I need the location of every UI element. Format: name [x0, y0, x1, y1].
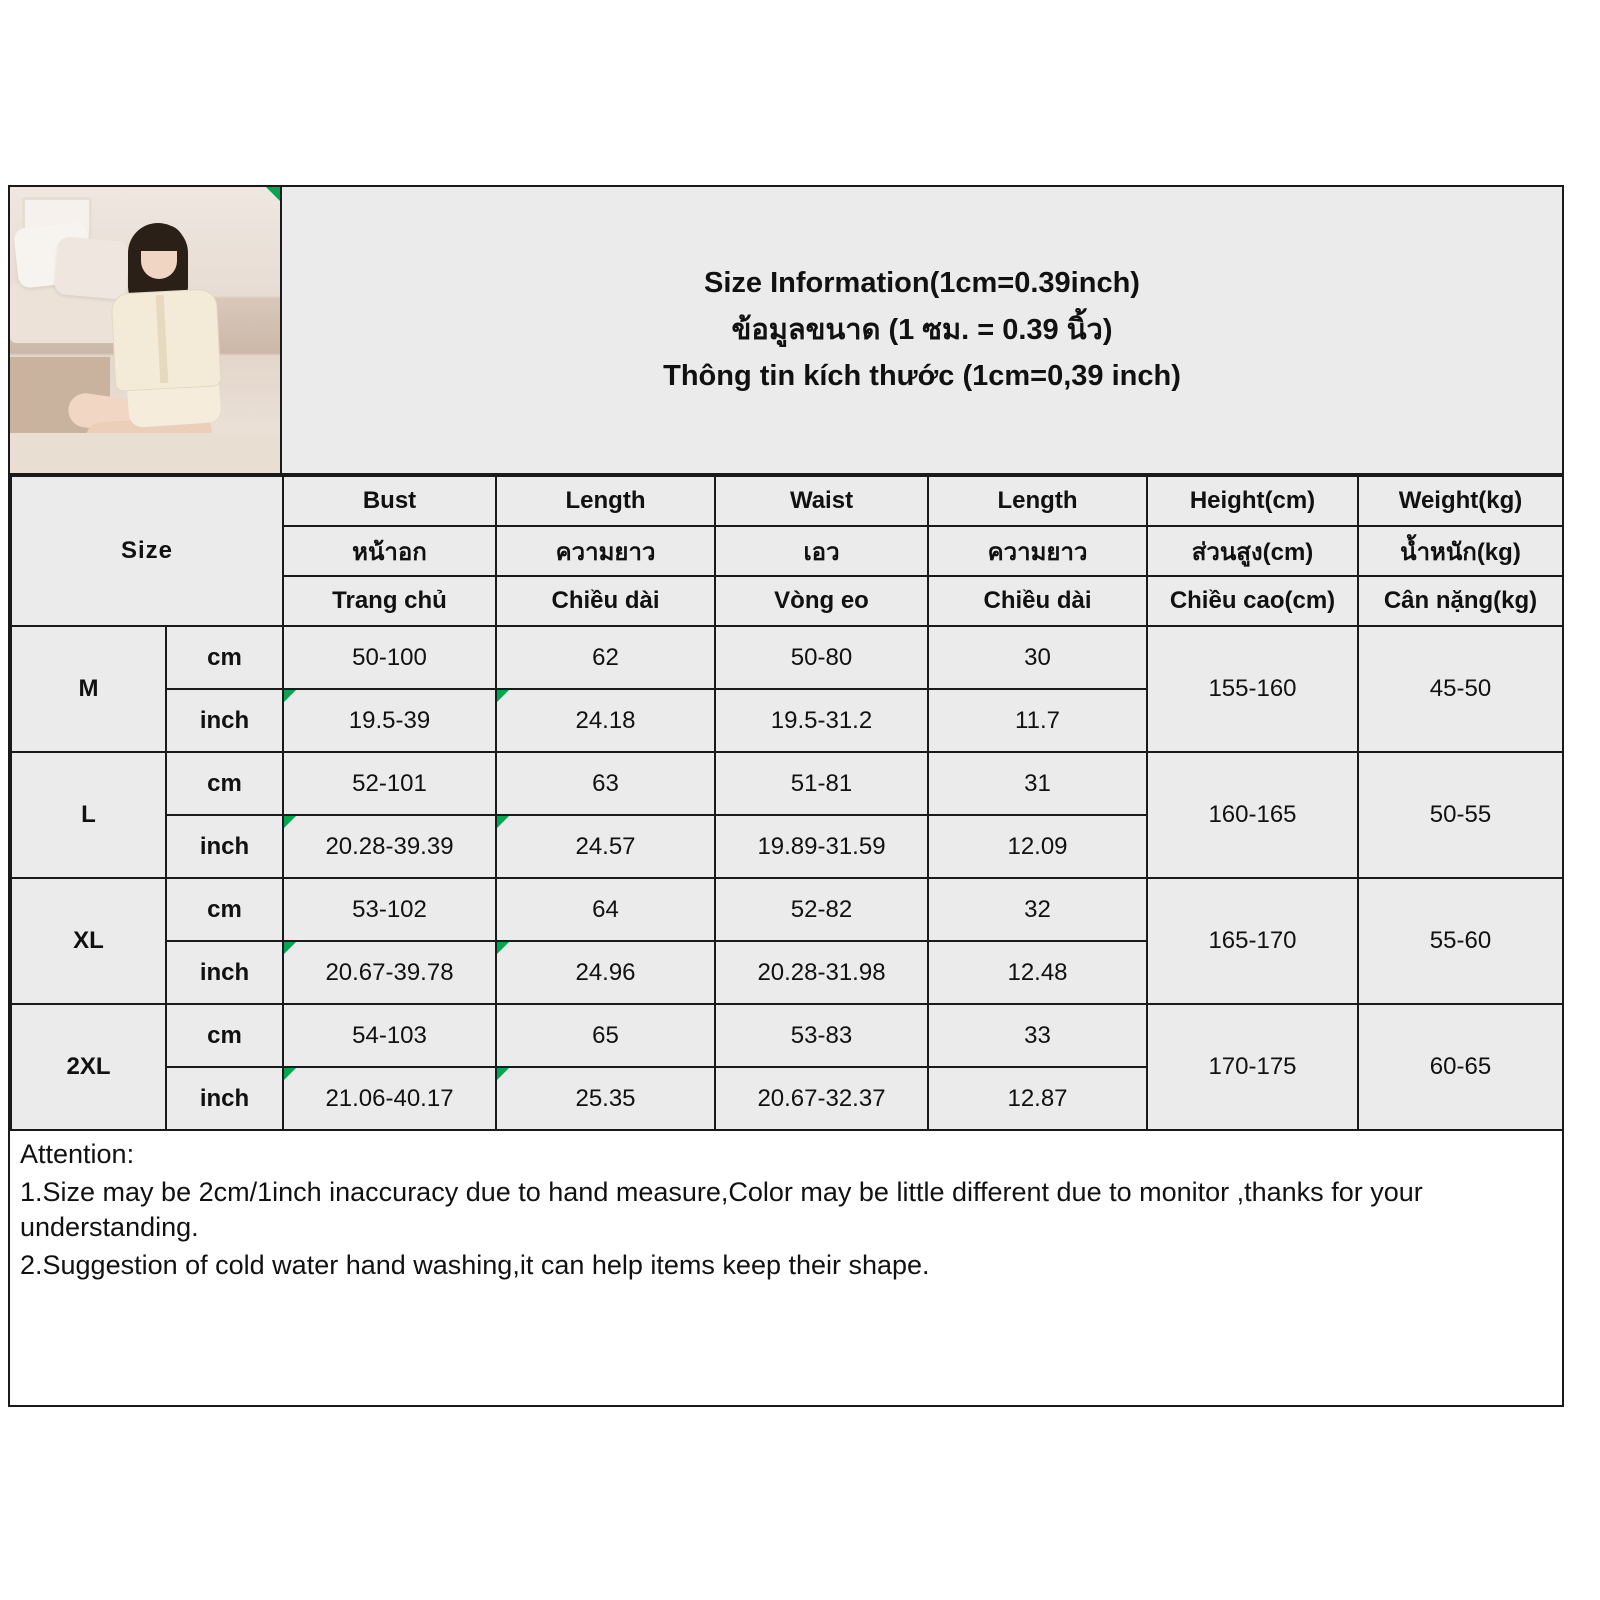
title-block	[282, 187, 1562, 475]
header-length-top-en: Length	[496, 476, 715, 526]
size-table	[10, 475, 1564, 1131]
l-inch-waist: 19.89-31.59	[715, 815, 928, 878]
2xl-height: 170-175	[1147, 1004, 1358, 1130]
l-weight: 50-55	[1358, 752, 1563, 878]
m-inch-length-top: 24.18	[496, 689, 715, 752]
xl-inch-length-top: 24.96	[496, 941, 715, 1004]
m-inch-waist: 19.5-31.2	[715, 689, 928, 752]
2xl-inch-length-top: 25.35	[496, 1067, 715, 1130]
product-photo	[10, 187, 282, 475]
attention-heading: Attention:	[20, 1139, 135, 1169]
size-header-cell: Size	[11, 476, 283, 626]
2xl-inch-bust: 21.06-40.17	[283, 1067, 496, 1130]
l-cm-length-top: 63	[496, 752, 715, 815]
table-row	[11, 1004, 1563, 1067]
xl-inch-length-bottom: 12.48	[928, 941, 1147, 1004]
2xl-inch-length-bottom: 12.87	[928, 1067, 1147, 1130]
unit-inch-xl: inch	[166, 941, 283, 1004]
m-cm-length-bottom: 30	[928, 626, 1147, 689]
table-row	[11, 752, 1563, 815]
xl-cm-waist: 52-82	[715, 878, 928, 941]
header-length-bottom-th: ความยาว	[928, 526, 1147, 576]
header-waist-th: เอว	[715, 526, 928, 576]
xl-weight: 55-60	[1358, 878, 1563, 1004]
unit-cm-m: cm	[166, 626, 283, 689]
header-waist-vi: Vòng eo	[715, 576, 928, 626]
2xl-inch-waist: 20.67-32.37	[715, 1067, 928, 1130]
table-row	[11, 626, 1563, 689]
title-vietnamese: Thông tin kích thước (1cm=0,39 inch)	[663, 360, 1181, 393]
size-label-xl: XL	[11, 878, 166, 1004]
xl-cm-length-bottom: 32	[928, 878, 1147, 941]
title-thai: ข้อมูลขนาด (1 ซม. = 0.39 นิ้ว)	[731, 313, 1113, 346]
xl-cm-bust: 53-102	[283, 878, 496, 941]
l-inch-length-top: 24.57	[496, 815, 715, 878]
size-label-2xl: 2XL	[11, 1004, 166, 1130]
m-cm-bust: 50-100	[283, 626, 496, 689]
photo-pillow-right	[54, 236, 131, 300]
m-inch-length-bottom: 11.7	[928, 689, 1147, 752]
attention-line-1: 1.Size may be 2cm/1inch inaccuracy due to hand measure,Color may be little different due to monitor ,thanks for your understanding.	[20, 1176, 1423, 1243]
unit-cm-2xl: cm	[166, 1004, 283, 1067]
table-header-row-en	[11, 476, 1563, 526]
xl-inch-bust: 20.67-39.78	[283, 941, 496, 1004]
attention-line-2: 2.Suggestion of cold water hand washing,it can help items keep their shape.	[20, 1249, 930, 1280]
photo-rug	[10, 433, 282, 475]
header-weight-th: น้ำหนัก(kg)	[1358, 526, 1563, 576]
header-length-top-th: ความยาว	[496, 526, 715, 576]
header-bust-th: หน้าอก	[283, 526, 496, 576]
m-inch-bust: 19.5-39	[283, 689, 496, 752]
size-label-l: L	[11, 752, 166, 878]
2xl-cm-length-top: 65	[496, 1004, 715, 1067]
l-cm-waist: 51-81	[715, 752, 928, 815]
m-cm-length-top: 62	[496, 626, 715, 689]
xl-inch-waist: 20.28-31.98	[715, 941, 928, 1004]
title-english: Size Information(1cm=0.39inch)	[704, 266, 1140, 299]
xl-cm-length-top: 64	[496, 878, 715, 941]
size-chart-sheet	[8, 185, 1564, 1407]
unit-inch-l: inch	[166, 815, 283, 878]
m-cm-waist: 50-80	[715, 626, 928, 689]
2xl-cm-bust: 54-103	[283, 1004, 496, 1067]
header-waist-en: Waist	[715, 476, 928, 526]
unit-inch-2xl: inch	[166, 1067, 283, 1130]
2xl-cm-waist: 53-83	[715, 1004, 928, 1067]
header-length-bottom-vi: Chiều dài	[928, 576, 1147, 626]
header-height-th: ส่วนสูง(cm)	[1147, 526, 1358, 576]
header-bust-en: Bust	[283, 476, 496, 526]
size-label-m: M	[11, 626, 166, 752]
m-height: 155-160	[1147, 626, 1358, 752]
header-length-bottom-en: Length	[928, 476, 1147, 526]
xl-height: 165-170	[1147, 878, 1358, 1004]
attention-block	[10, 1131, 1562, 1284]
l-height: 160-165	[1147, 752, 1358, 878]
header-height-en: Height(cm)	[1147, 476, 1358, 526]
unit-cm-xl: cm	[166, 878, 283, 941]
l-cm-length-bottom: 31	[928, 752, 1147, 815]
header-weight-vi: Cân nặng(kg)	[1358, 576, 1563, 626]
l-inch-bust: 20.28-39.39	[283, 815, 496, 878]
green-corner-icon	[266, 187, 280, 201]
photo-model-fringe	[134, 225, 184, 251]
chart-header	[10, 187, 1562, 475]
l-inch-length-bottom: 12.09	[928, 815, 1147, 878]
unit-cm-l: cm	[166, 752, 283, 815]
header-length-top-vi: Chiều dài	[496, 576, 715, 626]
m-weight: 45-50	[1358, 626, 1563, 752]
unit-inch-m: inch	[166, 689, 283, 752]
header-height-vi: Chiều cao(cm)	[1147, 576, 1358, 626]
2xl-cm-length-bottom: 33	[928, 1004, 1147, 1067]
table-row	[11, 878, 1563, 941]
2xl-weight: 60-65	[1358, 1004, 1563, 1130]
header-weight-en: Weight(kg)	[1358, 476, 1563, 526]
l-cm-bust: 52-101	[283, 752, 496, 815]
header-bust-vi: Trang chủ	[283, 576, 496, 626]
